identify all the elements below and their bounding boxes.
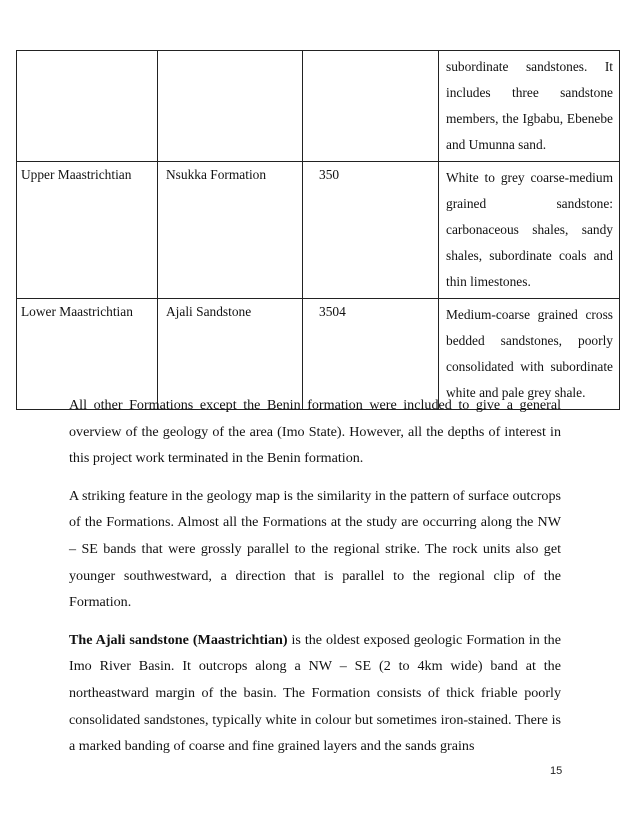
thickness-cell [303, 51, 439, 162]
description-cell: Medium-coarse grained cross bedded sandstones, poorly consolidated with subordinate white and pale grey shale. [439, 299, 620, 410]
thickness-cell: 3504 [303, 299, 439, 410]
ajali-description: is the oldest exposed geologic Formation in the Imo River Basin. It outcrops along a NW – SE (2 to 4km wide) band at the northeastward margin of the basin. The Formation consists of thick friable poorly consolidated sandstones, typically white in colour but sometimes iron-stained. There is a marked banding of coarse and fine grained layers and the sands grains [69, 631, 561, 755]
paragraph-benin-note: All other Formations except the Benin formation were included to give a general overview of the geology of the area (Imo State). However, all the depths of interest in this project work terminated in the Benin formation. [69, 397, 561, 467]
age-cell: Lower Maastrichtian [17, 299, 158, 410]
ajali-heading: The Ajali sandstone (Maastrichtian) [69, 631, 288, 648]
paragraph-ajali-sandstone [69, 627, 561, 760]
description-cell: subordinate sandstones. It includes three sandstone members, the Igbabu, Ebenebe and Umunna sand. [439, 51, 620, 162]
description-cell: White to grey coarse-medium grained sandstone: carbonaceous shales, sandy shales, subordinate coals and thin limestones. [439, 162, 620, 299]
formation-cell: Nsukka Formation [158, 162, 303, 299]
thickness-cell: 350 [303, 162, 439, 299]
page-number: 15 [550, 765, 563, 777]
formation-cell: Ajali Sandstone [158, 299, 303, 410]
table-row [17, 51, 620, 162]
formation-cell [158, 51, 303, 162]
body-text [69, 392, 561, 771]
paragraph-outcrop-pattern: A striking feature in the geology map is the similarity in the pattern of surface outcrops of the Formations. Almost all the Formations at the study are occurring along the NW – SE bands that were grossly parallel to the regional strike. The rock units also get younger southwestward, a direction that is parallel to the regional clip of the Formation. [69, 487, 561, 611]
table-row [17, 162, 620, 299]
stratigraphy-table [16, 50, 620, 410]
age-cell: Upper Maastrichtian [17, 162, 158, 299]
age-cell [17, 51, 158, 162]
